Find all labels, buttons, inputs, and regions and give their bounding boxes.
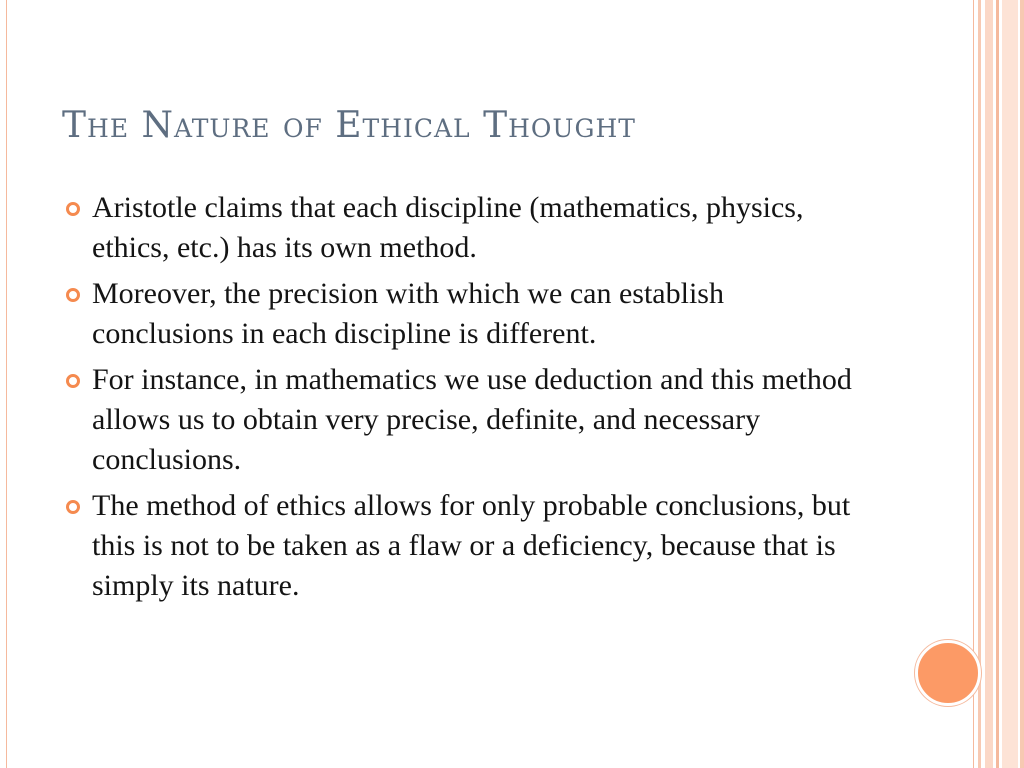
right-decorative-stripe-1	[978, 0, 981, 768]
bullet-text: Aristotle claims that each discipline (mathematics, physics, ethics, etc.) has its own method.	[92, 191, 804, 264]
bullet-circle-icon	[66, 288, 80, 302]
bullet-item	[64, 274, 864, 354]
bullet-circle-icon	[66, 374, 80, 388]
bullet-text: Moreover, the precision with which we can establish conclusions in each discipline is different.	[92, 277, 724, 350]
bullet-circle-icon	[66, 202, 80, 216]
bullet-text: For instance, in mathematics we use deduction and this method allows us to obtain very precise, definite, and necessary conclusions.	[92, 363, 852, 476]
bullet-item	[64, 360, 864, 480]
decorative-circle-icon	[915, 640, 981, 706]
bullet-text: The method of ethics allows for only probable conclusions, but this is not to be taken as a flaw or a deficiency, because that is simply its nature.	[92, 489, 851, 602]
right-decorative-stripe-4	[1002, 0, 1018, 768]
bullet-list	[64, 188, 864, 612]
bullet-item	[64, 188, 864, 268]
bullet-circle-icon	[66, 500, 80, 514]
right-decorative-stripe-2	[985, 0, 993, 768]
slide-title: The Nature of Ethical Thought	[62, 105, 636, 146]
bullet-item	[64, 486, 864, 606]
right-decorative-stripe-5	[1020, 0, 1024, 768]
right-decorative-stripe-3	[996, 0, 999, 768]
